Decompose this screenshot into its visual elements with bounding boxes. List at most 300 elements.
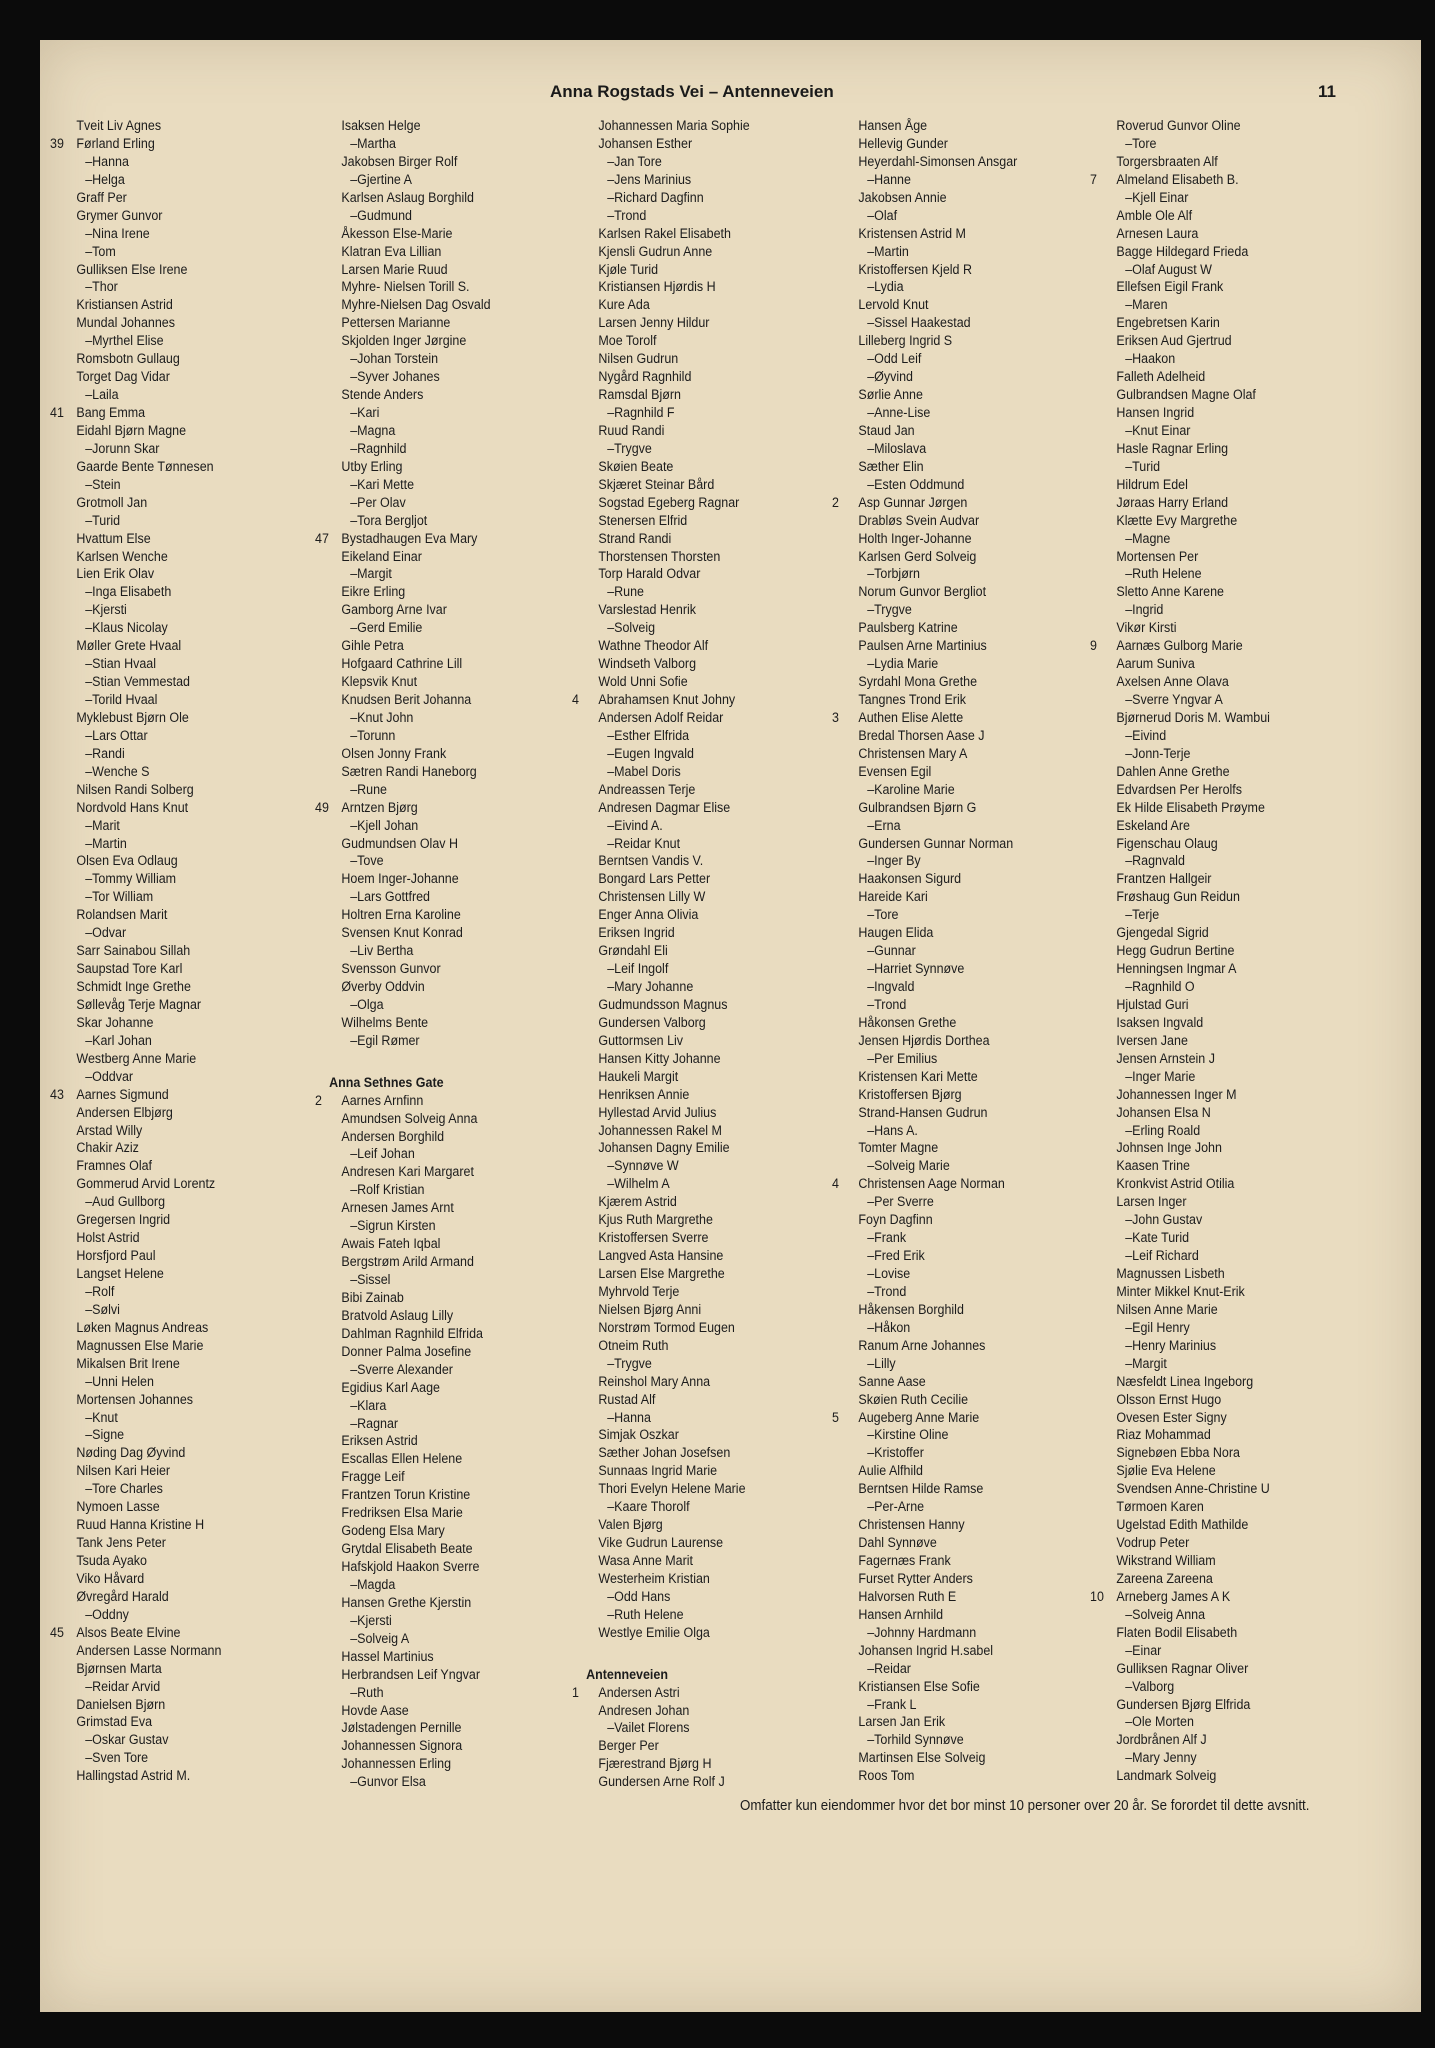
directory-entry xyxy=(50,1194,274,1212)
resident-name: –Knut John xyxy=(350,709,414,726)
resident-name: Westerheim Kristian xyxy=(598,1570,710,1587)
directory-entry xyxy=(50,907,274,925)
directory-entry xyxy=(832,1517,1056,1535)
resident-name: Amundsen Solveig Anna xyxy=(341,1110,478,1127)
directory-entry xyxy=(315,136,539,154)
directory-entry xyxy=(832,423,1056,441)
resident-name: Gundersen Valborg xyxy=(598,1014,706,1031)
directory-entry xyxy=(1090,1732,1314,1750)
directory-entry xyxy=(315,1613,539,1631)
house-number: 1 xyxy=(572,1684,579,1701)
resident-name: Bredal Thorsen Aase J xyxy=(858,727,985,744)
directory-entry xyxy=(832,1661,1056,1679)
directory-entry xyxy=(315,1362,539,1380)
resident-name: –Trygve xyxy=(867,602,912,619)
directory-entry xyxy=(1090,1463,1314,1481)
resident-name: –Leif Ingolf xyxy=(607,961,669,978)
directory-entry xyxy=(50,1499,274,1517)
directory-entry xyxy=(1090,1123,1314,1141)
resident-name: Awais Fateh Iqbal xyxy=(341,1236,441,1253)
directory-entry xyxy=(832,1481,1056,1499)
resident-name: Hallingstad Astrid M. xyxy=(76,1768,191,1785)
resident-name: Norum Gunvor Bergliot xyxy=(858,584,987,601)
directory-entry xyxy=(832,1266,1056,1284)
column-5 xyxy=(1090,118,1345,1786)
resident-name: Johannessen Signora xyxy=(341,1738,463,1755)
resident-name: Foyn Dagfinn xyxy=(858,1212,933,1229)
resident-name: Eriksen Aud Gjertrud xyxy=(1116,333,1232,350)
directory-entry xyxy=(832,531,1056,549)
directory-entry xyxy=(315,369,539,387)
resident-name: –Odd Hans xyxy=(607,1588,671,1605)
resident-name: Staud Jan xyxy=(858,422,915,439)
directory-entry xyxy=(572,244,796,262)
resident-name: –Reidar xyxy=(867,1660,911,1677)
resident-name: –Tove xyxy=(350,853,384,870)
resident-name: Skøien Ruth Cecilie xyxy=(858,1391,969,1408)
resident-name: Kristoffersen Bjørg xyxy=(858,1086,962,1103)
directory-entry xyxy=(315,1451,539,1469)
resident-name: Johansen Esther xyxy=(598,135,693,152)
directory-entry xyxy=(832,1410,1056,1428)
resident-name: –Johan Torstein xyxy=(350,351,439,368)
resident-name: Hassel Martinius xyxy=(341,1648,434,1665)
resident-name: –Gjertine A xyxy=(350,171,412,188)
directory-entry xyxy=(832,584,1056,602)
resident-name: Torget Dag Vidar xyxy=(76,369,170,386)
resident-name: Viko Håvard xyxy=(76,1570,145,1587)
resident-name: –Lovise xyxy=(867,1266,911,1282)
directory-entry xyxy=(572,1176,796,1194)
resident-name: –Trond xyxy=(867,996,907,1013)
directory-entry xyxy=(50,889,274,907)
resident-name: Halvorsen Ruth E xyxy=(858,1588,957,1605)
directory-entry xyxy=(572,441,796,459)
resident-name: Stenersen Elfrid xyxy=(598,512,688,529)
directory-entry xyxy=(832,136,1056,154)
resident-name: –Klaus Nicolay xyxy=(85,620,168,637)
resident-name: Egidius Karl Aage xyxy=(341,1379,440,1396)
resident-name: Landmark Solveig xyxy=(1116,1768,1217,1785)
directory-entry xyxy=(1090,1517,1314,1535)
resident-name: –Solveig xyxy=(607,620,656,637)
resident-name: Kjus Ruth Margrethe xyxy=(598,1212,713,1229)
directory-entry xyxy=(315,531,539,549)
resident-name: –Martin xyxy=(85,835,127,852)
resident-name: –Leif Johan xyxy=(350,1146,415,1163)
directory-entry xyxy=(50,728,274,746)
directory-entry xyxy=(572,477,796,495)
directory-entry xyxy=(1090,405,1314,423)
directory-entry xyxy=(1090,1302,1314,1320)
directory-entry xyxy=(50,800,274,818)
resident-name: Frøshaug Gun Reidun xyxy=(1116,889,1240,906)
resident-name: Kristiansen Hjørdis H xyxy=(598,279,716,296)
directory-entry xyxy=(1090,1105,1314,1123)
directory-entry xyxy=(1090,782,1314,800)
directory-entry xyxy=(572,279,796,297)
resident-name: Ellefsen Eigil Frank xyxy=(1116,279,1224,296)
directory-entry xyxy=(50,674,274,692)
directory-entry xyxy=(572,584,796,602)
resident-name: Johansen Dagny Emilie xyxy=(598,1140,730,1157)
resident-name: –Ragnhild xyxy=(350,440,407,457)
directory-entry xyxy=(315,1433,539,1451)
directory-entry xyxy=(1090,1284,1314,1302)
column-1 xyxy=(50,118,305,1786)
directory-entry xyxy=(315,746,539,764)
resident-name: –Myrthel Elise xyxy=(85,333,164,350)
resident-name: Edvardsen Per Herolfs xyxy=(1116,781,1243,798)
resident-name: Gjengedal Sigrid xyxy=(1116,925,1209,942)
resident-name: –Tor William xyxy=(85,889,154,906)
directory-entry xyxy=(50,1123,274,1141)
resident-name: –Margit xyxy=(350,566,392,583)
resident-name: –Laila xyxy=(85,387,119,404)
resident-name: –Frank L xyxy=(867,1696,917,1713)
directory-entry xyxy=(50,1338,274,1356)
directory-entry xyxy=(1090,764,1314,782)
resident-name: Andersen Adolf Reidar xyxy=(598,709,724,726)
resident-name: Hyllestad Arvid Julius xyxy=(598,1104,717,1121)
resident-name: Skar Johanne xyxy=(76,1014,154,1031)
directory-entry xyxy=(315,1254,539,1272)
directory-entry xyxy=(315,1129,539,1147)
resident-name: Ramsdal Bjørn xyxy=(598,387,681,404)
resident-name: –Olga xyxy=(350,996,384,1013)
directory-entry xyxy=(50,1732,274,1750)
directory-entry xyxy=(1090,1661,1314,1679)
directory-entry xyxy=(50,1158,274,1176)
resident-name: Johannessen Maria Sophie xyxy=(598,118,750,134)
directory-entry xyxy=(1090,656,1314,674)
directory-entry xyxy=(1090,1051,1314,1069)
directory-entry xyxy=(832,1302,1056,1320)
directory-entry xyxy=(50,620,274,638)
resident-name: –Inger By xyxy=(867,853,921,870)
directory-entry xyxy=(572,710,796,728)
street-heading xyxy=(315,1075,539,1093)
directory-entry xyxy=(1090,853,1314,871)
directory-entry xyxy=(1090,1445,1314,1463)
directory-entry xyxy=(572,1338,796,1356)
resident-name: –Jens Marinius xyxy=(607,171,692,188)
resident-name: –Trond xyxy=(867,1283,907,1300)
directory-entry xyxy=(572,369,796,387)
directory-entry xyxy=(572,1158,796,1176)
directory-entry xyxy=(50,495,274,513)
resident-name: –Erling Roald xyxy=(1125,1122,1201,1139)
directory-entry xyxy=(315,1631,539,1649)
directory-entry xyxy=(50,746,274,764)
resident-name: Skjæret Steinar Bård xyxy=(598,476,715,493)
directory-entry xyxy=(572,1123,796,1141)
resident-name: –Stein xyxy=(85,476,121,493)
resident-name: Engebretsen Karin xyxy=(1116,315,1220,332)
directory-entry xyxy=(572,1392,796,1410)
resident-name: Wilhelms Bente xyxy=(341,1014,429,1031)
resident-name: –Kjersti xyxy=(350,1612,392,1629)
resident-name: –Knut Einar xyxy=(1125,422,1191,439)
resident-name: Langved Asta Hansine xyxy=(598,1248,724,1265)
resident-name: Langset Helene xyxy=(76,1266,164,1282)
directory-entry xyxy=(572,800,796,818)
resident-name: Hofgaard Cathrine Lill xyxy=(341,656,463,673)
directory-entry xyxy=(315,1308,539,1326)
resident-name: Eriksen Astrid xyxy=(341,1433,418,1450)
resident-name: –Kari Mette xyxy=(350,476,415,493)
directory-entry xyxy=(50,1714,274,1732)
directory-entry xyxy=(50,1463,274,1481)
directory-entry xyxy=(832,1463,1056,1481)
resident-name: –Wenche S xyxy=(85,763,150,780)
directory-entry xyxy=(832,1284,1056,1302)
directory-entry xyxy=(832,1158,1056,1176)
directory-entry xyxy=(1090,208,1314,226)
resident-name: Gregersen Ingrid xyxy=(76,1212,171,1229)
directory-entry xyxy=(1090,1553,1314,1571)
directory-entry xyxy=(1090,1158,1314,1176)
directory-entry xyxy=(572,1607,796,1625)
directory-entry xyxy=(572,136,796,154)
directory-entry xyxy=(572,423,796,441)
resident-name: Lien Erik Olav xyxy=(76,566,155,583)
directory-entry xyxy=(572,1481,796,1499)
resident-name: –Aud Gullborg xyxy=(85,1194,166,1211)
directory-entry xyxy=(832,477,1056,495)
resident-name: Øverby Oddvin xyxy=(341,979,425,995)
directory-entry xyxy=(1090,620,1314,638)
resident-name: Nilsen Anne Marie xyxy=(1116,1301,1218,1318)
resident-name: Klatran Eva Lillian xyxy=(341,243,442,260)
directory-entry xyxy=(832,853,1056,871)
resident-name: Ruud Randi xyxy=(598,422,665,439)
resident-name: Dahlman Ragnhild Elfrida xyxy=(341,1325,483,1342)
resident-name: Grimstad Eva xyxy=(76,1714,153,1731)
resident-name: –Margit xyxy=(1125,1355,1167,1372)
directory-entry xyxy=(50,871,274,889)
resident-name: Tørmoen Karen xyxy=(1116,1499,1204,1516)
resident-name: –Hanne xyxy=(867,171,911,188)
directory-entry xyxy=(1090,1410,1314,1428)
directory-entry xyxy=(50,1427,274,1445)
directory-entry xyxy=(1090,279,1314,297)
resident-name: Authen Elise Alette xyxy=(858,709,964,726)
resident-name: Myhre- Nielsen Torill S. xyxy=(341,279,470,296)
resident-name: –Mary Johanne xyxy=(607,979,694,995)
directory-entry xyxy=(572,1320,796,1338)
directory-entry xyxy=(1090,1607,1314,1625)
resident-name: –Ingrid xyxy=(1125,602,1164,619)
directory-entry xyxy=(315,154,539,172)
resident-name: Næsfeldt Linea Ingeborg xyxy=(1116,1373,1254,1390)
resident-name: Frantzen Torun Kristine xyxy=(341,1487,471,1504)
directory-entry xyxy=(832,1374,1056,1392)
directory-entry xyxy=(832,1105,1056,1123)
resident-name: –Turid xyxy=(85,512,121,529)
resident-name: –Martha xyxy=(350,135,397,152)
resident-name: –Ragnvald xyxy=(1125,853,1185,870)
resident-name: Hansen Grethe Kjerstin xyxy=(341,1594,472,1611)
directory-entry xyxy=(572,1756,796,1774)
directory-entry xyxy=(50,1033,274,1051)
resident-name: Svendsen Anne-Christine U xyxy=(1116,1481,1270,1498)
directory-entry xyxy=(1090,566,1314,584)
resident-name: –Tore xyxy=(867,907,899,924)
directory-entry xyxy=(832,549,1056,567)
resident-name: Arnesen Laura xyxy=(1116,225,1199,242)
directory-entry xyxy=(1090,602,1314,620)
directory-entry xyxy=(315,208,539,226)
resident-name: Drabløs Svein Audvar xyxy=(858,512,980,529)
directory-entry xyxy=(315,118,539,136)
resident-name: Larsen Jan Erik xyxy=(858,1714,946,1731)
directory-entry xyxy=(50,333,274,351)
page-number: 11 xyxy=(1318,82,1336,101)
resident-name: Håkensen Borghild xyxy=(858,1301,964,1318)
resident-name: Gudmundsson Magnus xyxy=(598,996,728,1013)
resident-name: Donner Palma Josefine xyxy=(341,1343,472,1360)
resident-name: Øvregård Harald xyxy=(76,1588,169,1605)
resident-name: –Esten Oddmund xyxy=(867,476,965,493)
resident-name: –Reidar Arvid xyxy=(85,1678,161,1695)
directory-entry xyxy=(50,226,274,244)
resident-name: –Per Olav xyxy=(350,494,406,511)
resident-name: –Tore xyxy=(1125,135,1157,152)
directory-entry xyxy=(572,1230,796,1248)
directory-entry xyxy=(315,925,539,943)
directory-entry xyxy=(1090,459,1314,477)
directory-entry xyxy=(832,1248,1056,1266)
directory-entry xyxy=(315,423,539,441)
directory-entry xyxy=(832,1697,1056,1715)
resident-name: Ruud Hanna Kristine H xyxy=(76,1517,205,1534)
directory-entry xyxy=(1090,226,1314,244)
directory-entry xyxy=(315,549,539,567)
resident-name: –Hanna xyxy=(607,1409,651,1426)
resident-name: Johannessen Rakel M xyxy=(598,1122,722,1139)
column-2 xyxy=(315,118,570,1792)
resident-name: Svensson Gunvor xyxy=(341,961,441,978)
resident-name: Nilsen Randi Solberg xyxy=(76,781,194,798)
resident-name: Andersen Elbjørg xyxy=(76,1104,173,1121)
directory-entry xyxy=(832,746,1056,764)
directory-entry xyxy=(832,656,1056,674)
resident-name: Dahlen Anne Grethe xyxy=(1116,763,1230,780)
directory-entry xyxy=(50,459,274,477)
resident-name: Rustad Alf xyxy=(598,1391,656,1408)
directory-entry xyxy=(50,1087,274,1105)
directory-entry xyxy=(832,925,1056,943)
directory-entry xyxy=(315,710,539,728)
resident-name: Iversen Jane xyxy=(1116,1032,1188,1049)
directory-entry xyxy=(1090,1679,1314,1697)
directory-entry xyxy=(315,1200,539,1218)
directory-entry xyxy=(832,1535,1056,1553)
directory-entry xyxy=(50,1768,274,1786)
resident-name: Nymoen Lasse xyxy=(76,1499,160,1516)
directory-entry xyxy=(50,513,274,531)
directory-entry xyxy=(315,674,539,692)
resident-name: Vikør Kirsti xyxy=(1116,620,1177,637)
resident-name: Magnussen Else Marie xyxy=(76,1337,204,1354)
directory-entry xyxy=(1090,1643,1314,1661)
resident-name: Strand-Hansen Gudrun xyxy=(858,1104,988,1121)
resident-name: Wold Unni Sofie xyxy=(598,674,688,691)
directory-entry xyxy=(315,226,539,244)
directory-entry xyxy=(832,710,1056,728)
directory-entry xyxy=(1090,638,1314,656)
resident-name: Graff Per xyxy=(76,189,127,206)
directory-entry xyxy=(315,1416,539,1434)
directory-entry xyxy=(50,1535,274,1553)
resident-name: Escallas Ellen Helene xyxy=(341,1451,463,1468)
resident-name: Holtren Erna Karoline xyxy=(341,907,461,924)
resident-name: Berntsen Vandis V. xyxy=(598,853,704,870)
directory-entry xyxy=(50,172,274,190)
directory-entry xyxy=(50,638,274,656)
directory-entry xyxy=(50,1410,274,1428)
directory-entry xyxy=(315,279,539,297)
resident-name: Kaasen Trine xyxy=(1116,1158,1190,1175)
house-number: 39 xyxy=(50,135,64,152)
resident-name: Håkonsen Grethe xyxy=(858,1014,957,1031)
resident-name: Aulie Alfhild xyxy=(858,1463,923,1480)
resident-name: –Richard Dagfinn xyxy=(607,189,704,206)
resident-name: –Håkon xyxy=(867,1319,911,1336)
directory-entry xyxy=(572,1625,796,1643)
directory-entry xyxy=(832,1679,1056,1697)
directory-entry xyxy=(50,692,274,710)
directory-entry xyxy=(1090,800,1314,818)
resident-name: Kjensli Gudrun Anne xyxy=(598,243,713,260)
resident-name: –Kristoffer xyxy=(867,1445,924,1462)
directory-entry xyxy=(1090,871,1314,889)
resident-name: Møller Grete Hvaal xyxy=(76,638,182,655)
house-number: 41 xyxy=(50,405,64,421)
resident-name: Aarnes Arnfinn xyxy=(341,1092,424,1109)
directory-entry xyxy=(50,1571,274,1589)
directory-entry xyxy=(572,818,796,836)
directory-entry xyxy=(572,728,796,746)
directory-entry xyxy=(1090,1194,1314,1212)
resident-name: Evensen Egil xyxy=(858,763,932,780)
resident-name: –Inga Elisabeth xyxy=(85,584,172,601)
resident-name: Hegg Gudrun Bertine xyxy=(1116,943,1235,960)
resident-name: Hareide Kari xyxy=(858,889,928,906)
resident-name: Vodrup Peter xyxy=(1116,1535,1190,1552)
resident-name: Otneim Ruth xyxy=(598,1337,669,1354)
directory-entry xyxy=(832,889,1056,907)
directory-entry xyxy=(315,1487,539,1505)
directory-entry xyxy=(315,1577,539,1595)
directory-entry xyxy=(832,1625,1056,1643)
directory-entry xyxy=(50,602,274,620)
resident-name: Gihle Petra xyxy=(341,638,404,655)
directory-entry xyxy=(315,1033,539,1051)
resident-name: Moe Torolf xyxy=(598,333,657,350)
resident-name: Skøien Beate xyxy=(598,458,674,475)
directory-entry xyxy=(572,1105,796,1123)
resident-name: Søllevåg Terje Magnar xyxy=(76,996,202,1013)
resident-name: Jordbrånen Alf J xyxy=(1116,1732,1207,1749)
directory-entry xyxy=(572,495,796,513)
directory-entry xyxy=(1090,531,1314,549)
resident-name: –Rune xyxy=(350,781,387,798)
directory-entry xyxy=(1090,315,1314,333)
resident-name: Berntsen Hilde Ramse xyxy=(858,1481,984,1498)
resident-name: Isaksen Ingvald xyxy=(1116,1014,1204,1031)
